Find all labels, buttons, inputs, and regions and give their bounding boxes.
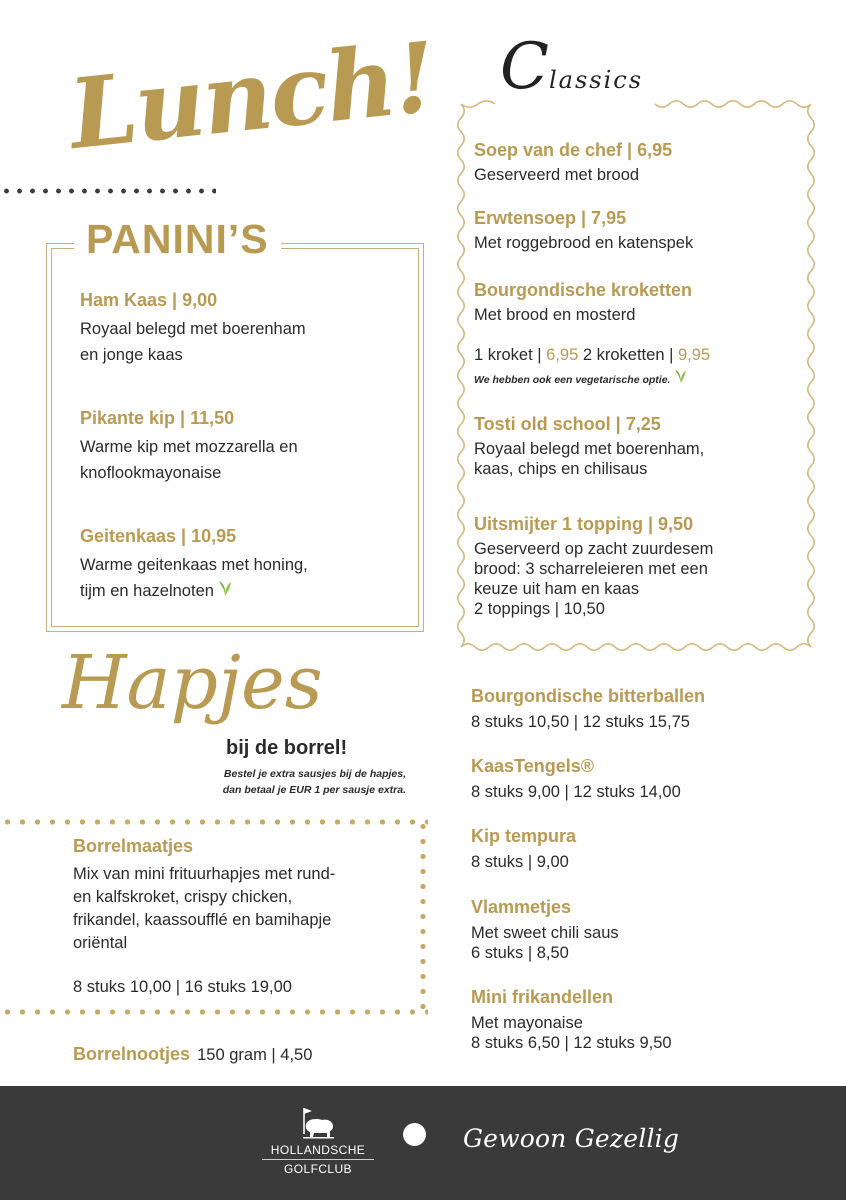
hapjes-item: [471, 897, 619, 963]
footer: [0, 1086, 846, 1200]
hapjes-title: Hapjes: [62, 640, 323, 726]
golfclub-logo: [260, 1106, 376, 1176]
panini-item-title: Pikante kip | 11,50: [80, 408, 235, 428]
hapjes-sauce-note: Bestel je extra sausjes bij de hapjes, dan betaal je EUR 1 per sausje extra.: [222, 768, 406, 796]
hapjes-item: [471, 826, 576, 872]
hapjes-item-title: Vlammetjes: [471, 897, 572, 917]
classics-item-title: Uitsmijter 1 topping | 9,50: [474, 514, 694, 534]
panini-item-desc-line: en jonge kaas: [80, 346, 183, 364]
hapjes-subtitle: bij de borrel!: [226, 737, 348, 759]
classics-item-title: Tosti old school | 7,25: [474, 414, 661, 434]
classics-item-title: Bourgondische kroketten: [474, 280, 693, 300]
classics-item-desc-line: Met brood en mosterd: [474, 306, 636, 324]
panini-item: [80, 526, 308, 605]
classics-item-desc-line: keuze uit ham en kaas: [474, 580, 640, 598]
logo-text-line1: HOLLANDSCHE: [270, 1143, 366, 1157]
borrelmaatjes-desc-line: Mix van mini frituurhapjes met rund-: [73, 865, 336, 883]
logo-text-line2: GOLFCLUB: [284, 1162, 352, 1176]
hapjes-item-line: 8 stuks 6,50 | 12 stuks 9,50: [471, 1034, 672, 1052]
classics-title: Classics: [500, 30, 644, 104]
classics-item: [474, 208, 693, 253]
hapjes-item-line: 8 stuks 10,50 | 12 stuks 15,75: [471, 713, 690, 731]
vegetarian-note: We hebben ook een vegetarische optie.: [474, 367, 710, 387]
classics-item-desc-line: brood: 3 scharreleieren met een: [474, 560, 708, 578]
lunch-dotted-divider: [0, 188, 216, 194]
classics-item-desc-line: 2 toppings | 10,50: [474, 600, 605, 618]
classics-item: [474, 140, 672, 185]
borrelmaatjes-dotted-side: [420, 819, 426, 1015]
borrelmaatjes-desc-line: frikandel, kaassoufflé en bamihapje: [73, 911, 332, 929]
hapjes-item-title: Mini frikandellen: [471, 987, 614, 1007]
classics-item-desc-line: kaas, chips en chilisaus: [474, 460, 648, 478]
classics-item-desc-line: Met roggebrood en katenspek: [474, 234, 694, 252]
classics-item-desc-line: Geserveerd op zacht zuurdesem: [474, 540, 714, 558]
hapjes-item-line: Met sweet chili saus: [471, 924, 619, 942]
borrelnootjes-price: 150 gram | 4,50: [197, 1046, 313, 1064]
panini-item-desc-line: knoflookmayonaise: [80, 464, 222, 482]
classics-item: [474, 514, 713, 619]
hapjes-item: [471, 756, 681, 802]
leaf-icon: [218, 579, 232, 606]
panini-item: [80, 408, 298, 486]
borrelmaatjes-price: 8 stuks 10,00 | 16 stuks 19,00: [73, 978, 292, 996]
panini-item-title: Ham Kaas | 9,00: [80, 290, 218, 310]
hapjes-item-title: KaasTengels®: [471, 756, 594, 776]
classics-item-desc-line: Royaal belegd met boerenham,: [474, 440, 705, 458]
classics-item: [474, 280, 710, 387]
hapjes-item-line: Met mayonaise: [471, 1014, 583, 1032]
hapjes-item-title: Bourgondische bitterballen: [471, 686, 706, 706]
hapjes-item-line: 8 stuks | 9,00: [471, 853, 569, 871]
panini-item-desc-line: tijm en hazelnoten: [80, 578, 308, 605]
hapjes-item-title: Kip tempura: [471, 826, 577, 846]
lunch-title: Lunch!: [64, 20, 440, 171]
kroket-price-line: 1 kroket | 6,95 2 kroketten | 9,95: [474, 346, 711, 364]
borrelmaatjes-item: [73, 836, 335, 997]
panini-item-title: Geitenkaas | 10,95: [80, 526, 237, 546]
borrelmaatjes-desc-line: en kalfskroket, crispy chicken,: [73, 888, 293, 906]
classics-item-desc-line: Geserveerd met brood: [474, 166, 640, 184]
classics-item-title: Soep van de chef | 6,95: [474, 140, 673, 160]
footer-dot: [403, 1123, 426, 1146]
panini-heading: PANINI’S: [74, 216, 281, 263]
borrelmaatjes-title: Borrelmaatjes: [73, 836, 194, 856]
hapjes-item-line: 8 stuks 9,00 | 12 stuks 14,00: [471, 783, 681, 801]
classics-item-title: Erwtensoep | 7,95: [474, 208, 627, 228]
panini-item-desc-line: Royaal belegd met boerenham: [80, 320, 306, 338]
golf-flag-bulldog-icon: [298, 1106, 338, 1140]
borrelmaatjes-dotted-bottom: [0, 1009, 428, 1015]
hapjes-item: [471, 987, 672, 1053]
classics-item: [474, 414, 704, 479]
panini-item: [80, 290, 306, 368]
borrelnootjes-item: [73, 1042, 312, 1068]
borrelnootjes-title: Borrelnootjes: [73, 1044, 191, 1064]
hapjes-item-line: 6 stuks | 8,50: [471, 944, 569, 962]
borrelmaatjes-desc-line: oriëntal: [73, 934, 128, 952]
panini-item-desc-line: Warme kip met mozzarella en: [80, 438, 298, 456]
borrelmaatjes-dotted-top: [0, 819, 428, 825]
footer-tagline: Gewoon Gezellig: [463, 1124, 680, 1153]
hapjes-item: [471, 686, 705, 732]
leaf-icon: [674, 368, 687, 388]
panini-item-desc-line: Warme geitenkaas met honing,: [80, 556, 308, 574]
